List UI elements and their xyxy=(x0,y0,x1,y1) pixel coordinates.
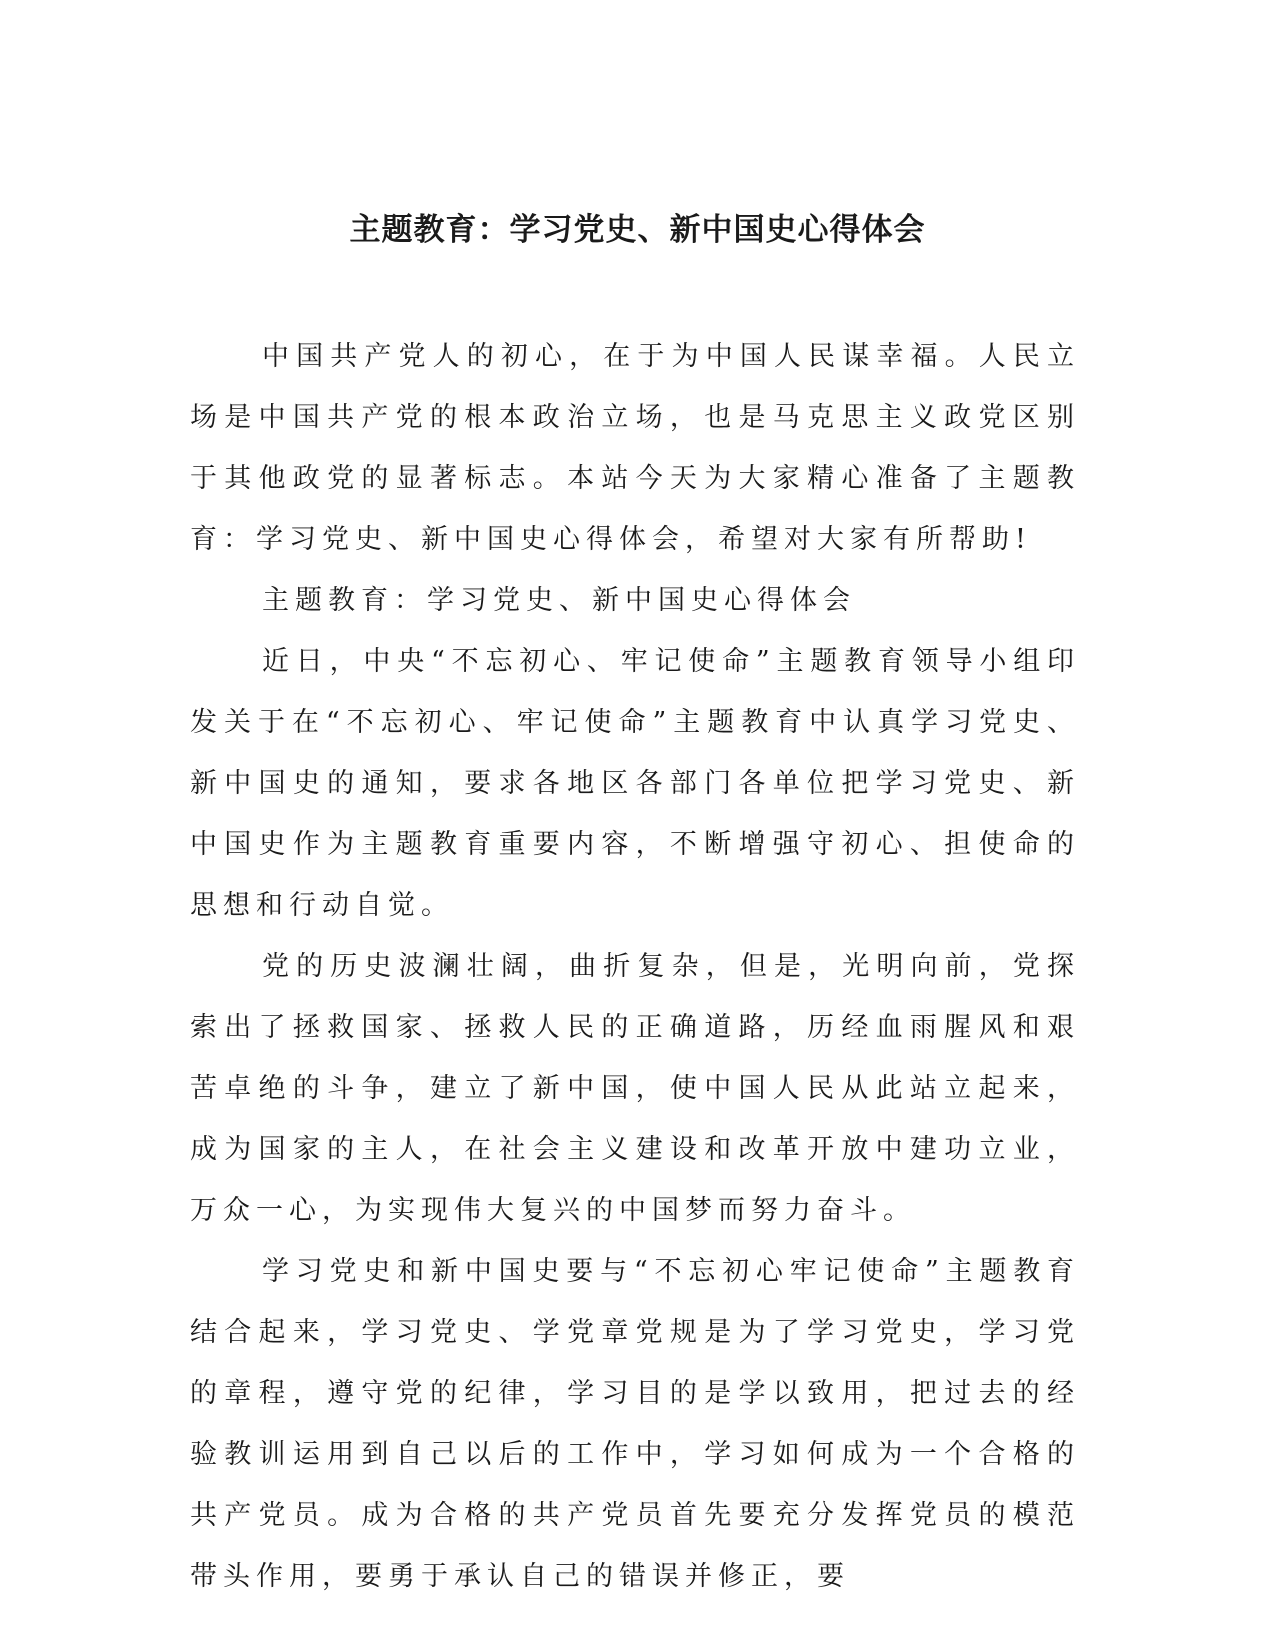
paragraph-history: 党的历史波澜壮阔，曲折复杂，但是，光明向前，党探索出了拯救国家、拯救人民的正确道路，历经血雨腥风和艰苦卓绝的斗争，建立了新中国，使中国人民从此站立起来，成为国家的主人，在社会主义建设和改革开放中建功立业，万众一心，为实现伟大复兴的中国梦而努力奋斗。 xyxy=(190,951,1080,1226)
document-title: 主题教育：学习党史、新中国史心得体会 xyxy=(349,212,926,248)
paragraph-subtitle: 主题教育：学习党史、新中国史心得体会 xyxy=(262,585,856,616)
document-body xyxy=(190,326,1080,1607)
paragraph-study: 学习党史和新中国史要与“不忘初心牢记使命”主题教育结合起来，学习党史、学党章党规是为了学习党史，学习党的章程，遵守党的纪律，学习目的是学以致用，把过去的经验教训运用到自己以后的工作中，学习如何成为一个合格的共产党员。成为合格的共产党员首先要充分发挥党员的模范带头作用，要勇于承认自己的错误并修正，要 xyxy=(190,1256,1080,1592)
paragraph-notice: 近日，中央“不忘初心、牢记使命”主题教育领导小组印发关于在“不忘初心、牢记使命”主题教育中认真学习党史、新中国史的通知，要求各地区各部门各单位把学习党史、新中国史作为主题教育重要内容，不断增强守初心、担使命的思想和行动自觉。 xyxy=(190,646,1080,921)
paragraph-intro: 中国共产党人的初心，在于为中国人民谋幸福。人民立场是中国共产党的根本政治立场，也是马克思主义政党区别于其他政党的显著标志。本站今天为大家精心准备了主题教育：学习党史、新中国史心得体会，希望对大家有所帮助! xyxy=(190,341,1080,555)
